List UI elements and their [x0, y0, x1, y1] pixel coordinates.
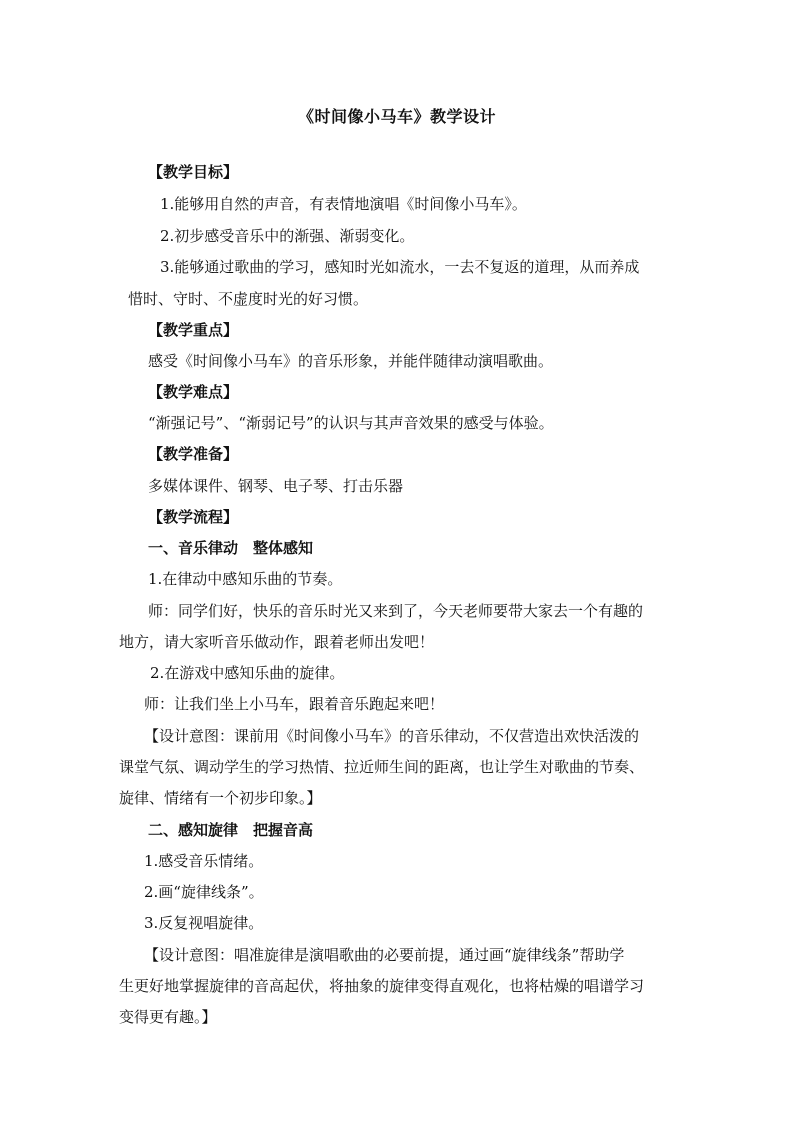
paragraph-line: 地方，请大家听音乐做动作，跟着老师出发吧！ — [119, 633, 435, 651]
paragraph-line: 2.画“旋律线条”。 — [144, 883, 264, 901]
paragraph-line: 惜时、守时、不虚度时光的好习惯。 — [128, 290, 369, 308]
paragraph-line: 3.能够通过歌曲的学习，感知时光如流水，一去不复返的道理，从而养成 — [160, 258, 640, 276]
section-heading: 一、音乐律动 整体感知 — [148, 539, 314, 557]
section-heading: 【教学难点】 — [148, 383, 239, 401]
paragraph-line: 1.能够用自然的声音，有表情地演唱《时间像小马车》。 — [160, 195, 527, 213]
section-heading: 二、感知旋律 把握音高 — [148, 821, 314, 839]
section-heading: 【教学目标】 — [148, 163, 239, 181]
paragraph-line: 感受《时间像小马车》的音乐形象，并能伴随律动演唱歌曲。 — [148, 352, 554, 370]
paragraph-line: 1.感受音乐情绪。 — [144, 852, 264, 870]
paragraph-line: 【设计意图：课前用《时间像小马车》的音乐律动，不仅营造出欢快活泼的 — [144, 727, 640, 745]
paragraph-line: 师：同学们好，快乐的音乐时光又来到了，今天老师要带大家去一个有趣的 — [148, 602, 644, 620]
paragraph-line: 3.反复视唱旋律。 — [144, 914, 264, 932]
paragraph-line: 【设计意图：唱准旋律是演唱歌曲的必要前提，通过画“旋律线条”帮助学 — [144, 946, 625, 964]
paragraph-line: 课堂气氛、调动学生的学习热情、拉近师生间的距离，也让学生对歌曲的节奏、 — [119, 758, 645, 776]
section-heading: 【教学流程】 — [148, 508, 239, 526]
section-heading: 【教学准备】 — [148, 445, 239, 463]
paragraph-line: 2.初步感受音乐中的渐强、渐弱变化。 — [160, 227, 415, 245]
document-title: 《时间像小马车》教学设计 — [297, 107, 496, 126]
paragraph-line: 1.在律动中感知乐曲的节奏。 — [148, 570, 343, 588]
paragraph-line: 生更好地掌握旋律的音高起伏，将抽象的旋律变得直观化，也将枯燥的唱谱学习 — [119, 977, 645, 995]
paragraph-line: 变得更有趣。】 — [119, 1008, 217, 1026]
section-heading: 【教学重点】 — [148, 321, 239, 339]
paragraph-line: 旋律、情绪有一个初步印象。】 — [119, 789, 322, 807]
paragraph-line: 多媒体课件、钢琴、电子琴、打击乐器 — [148, 477, 404, 495]
paragraph-line: 师：让我们坐上小马车，跟着音乐跑起来吧！ — [144, 695, 445, 713]
paragraph-line: 2.在游戏中感知乐曲的旋律。 — [150, 664, 345, 682]
paragraph-line: “渐强记号”、“渐弱记号”的认识与其声音效果的感受与体验。 — [148, 414, 554, 432]
